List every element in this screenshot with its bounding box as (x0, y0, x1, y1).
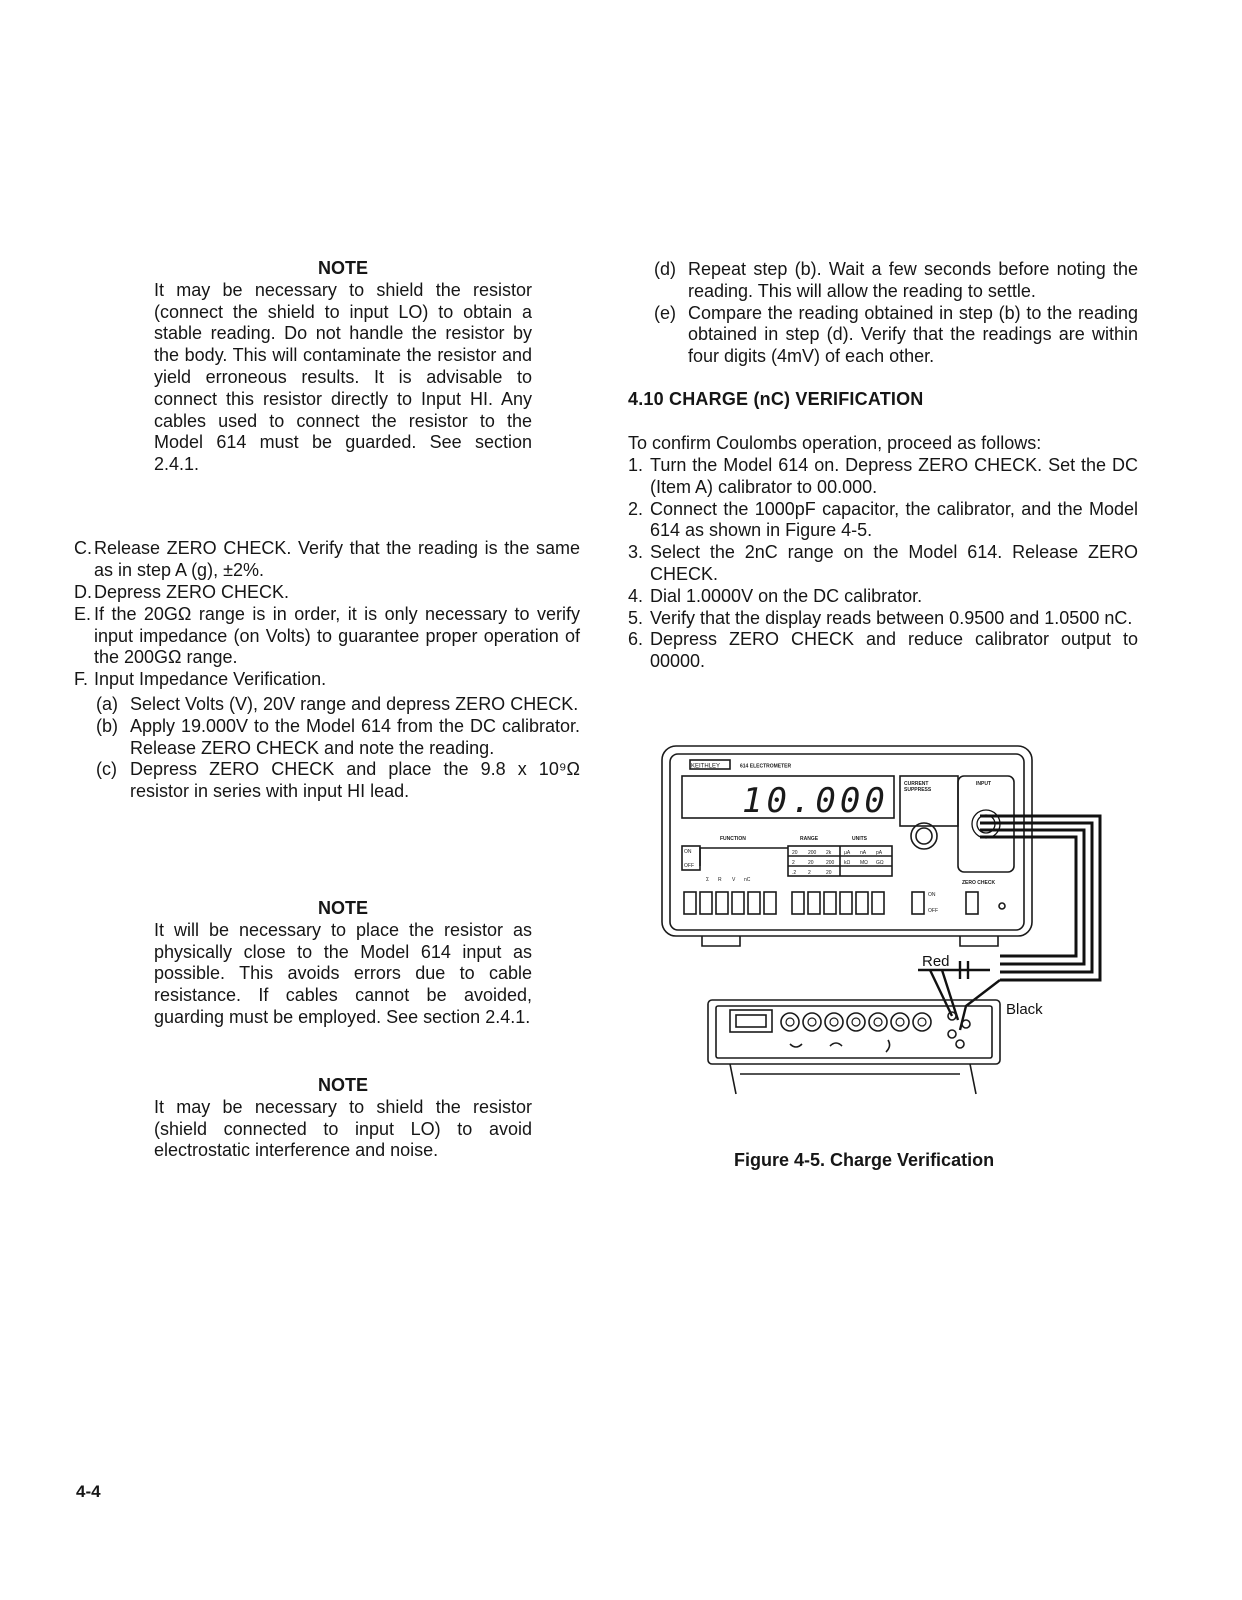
procedure-steps-left (74, 538, 580, 691)
dc-calibrator (708, 1000, 1000, 1094)
step-text: Depress ZERO CHECK and reduce calibrator output to 00000. (650, 629, 1138, 672)
red-lead-label: Red (922, 953, 950, 970)
units-value: nA (860, 850, 867, 856)
note-title: NOTE (317, 898, 368, 918)
step-label: 3. (628, 542, 644, 563)
step-label: 1. (628, 455, 644, 475)
step-d (74, 582, 580, 604)
step-label: D. (74, 582, 92, 602)
function-key: nC (744, 877, 751, 883)
model-text: 614 ELECTROMETER (740, 763, 792, 770)
range-value: 20 (808, 860, 814, 866)
substep-label: (c) (96, 759, 117, 780)
note-1 (154, 258, 532, 476)
substep-c (96, 759, 580, 803)
electrometer-display: 10.000 (742, 781, 889, 821)
step-text: Dial 1.0000V on the DC calibrator. (650, 585, 923, 606)
substep-b (96, 716, 580, 760)
range-value: 200 (826, 860, 835, 866)
substep-e (654, 303, 1138, 368)
units-value: µA (844, 850, 851, 856)
step-label: C. (74, 538, 92, 558)
black-lead-label: Black (1006, 1001, 1043, 1018)
note-body: It may be necessary to shield the resistor (shield connected to input LO) to avoid electrostatic interference and noise. (154, 1096, 532, 1161)
units-value: kΩ (844, 860, 851, 866)
step-text: Release ZERO CHECK. Verify that the reading is the same as in step A (g), ±2%. (94, 538, 580, 580)
step-text: Depress ZERO CHECK. (94, 582, 290, 602)
step-6 (628, 629, 1138, 673)
substep-text: Apply 19.000V to the Model 614 from the DC calibrator. Release ZERO CHECK and note the reading. (130, 715, 580, 758)
step-2 (628, 499, 1138, 543)
units-value: GΩ (876, 860, 884, 866)
function-key: Σ (706, 877, 710, 883)
range-value: 20 (792, 850, 798, 856)
step-label: E. (74, 603, 92, 624)
step-f (74, 669, 580, 691)
zero-check-switch[interactable] (966, 892, 978, 914)
substep-text: Compare the reading obtained in step (b) to the reading obtained in step (d). Verify that the readings are within four digits (4mV) of each other. (688, 302, 1138, 367)
triax-cable (980, 816, 1100, 980)
current-suppress-label: CURRENT (904, 781, 929, 787)
power-switch[interactable] (912, 892, 924, 914)
section-heading: 4.10 CHARGE (nC) VERIFICATION (628, 389, 924, 409)
substep-text: Depress ZERO CHECK and place the 9.8 x 10⁹Ω resistor in series with input HI lead. (130, 759, 580, 802)
front-on-label: ON (928, 892, 936, 898)
substep-label: (b) (96, 715, 118, 736)
range-label: RANGE (800, 836, 819, 842)
input-label: INPUT (976, 781, 991, 787)
current-suppress-label-2: SUPPRESS (904, 787, 932, 793)
figure-caption: Figure 4-5. Charge Verification (734, 1150, 995, 1170)
note-body: It may be necessary to shield the resistor (connect the shield to input LO) to obtain a stable reading. Do not handle the resistor by the body. This will contaminate the resistor and yield erroneous results. It is advisable to connect this resistor directly to Input HI. Any cables used to connect the resistor to the Model 614 must be guarded. See section 2.4.1. (154, 279, 532, 475)
step-label: 5. (628, 607, 644, 628)
substep-text: Select Volts (V), 20V range and depress ZERO CHECK. (130, 694, 579, 714)
step-label: 2. (628, 498, 644, 519)
charge-verification-figure (660, 744, 1112, 1104)
function-key: R (718, 877, 722, 883)
substep-a (96, 694, 580, 716)
range-value: 2k (826, 850, 832, 856)
range-value: .2 (792, 870, 797, 876)
substep-label: (a) (96, 694, 118, 714)
step-text: Verify that the display reads between 0.9500 and 1.0500 nC. (650, 607, 1133, 628)
step-e (74, 604, 580, 669)
note-3 (154, 1075, 532, 1162)
step-label: 4. (628, 585, 644, 606)
page-number: 4-4 (76, 1482, 101, 1501)
step-text: Connect the 1000pF capacitor, the calibrator, and the Model 614 as shown in Figure 4-5. (650, 498, 1138, 541)
current-suppress-knob[interactable] (911, 823, 937, 849)
units-value: MΩ (860, 860, 868, 866)
intro-text: To confirm Coulombs operation, proceed as follows: (628, 433, 1042, 453)
power-off-label: OFF (684, 863, 694, 869)
front-off-label: OFF (928, 908, 938, 914)
step-text: Turn the Model 614 on. Depress ZERO CHECK. Set the DC (Item A) calibrator to 00.000. (650, 455, 1138, 497)
step-3 (628, 542, 1138, 586)
function-key: V (732, 877, 736, 883)
note-body: It will be necessary to place the resistor as physically close to the Model 614 input as possible. This avoids errors due to cable resistance. If cables cannot be avoided, guarding must be employed. See section 2.4.1. (154, 919, 532, 1027)
electrometer-case (662, 746, 1032, 936)
note-2 (154, 898, 532, 1029)
step-text: Select the 2nC range on the Model 614. Release ZERO CHECK. (650, 542, 1138, 584)
step-4 (628, 586, 1138, 608)
brand-text: KEITHLEY (691, 763, 721, 770)
substep-label: (e) (654, 302, 676, 323)
step-label: 6. (628, 629, 644, 650)
function-label: FUNCTION (720, 836, 746, 842)
range-value: 2 (808, 870, 811, 876)
substep-label: (d) (654, 259, 676, 279)
step-c (74, 538, 580, 582)
substep-d (654, 259, 1138, 303)
step-label: F. (74, 669, 89, 690)
step-text: Input Impedance Verification. (94, 669, 327, 690)
power-on-label: ON (684, 849, 692, 855)
substeps-right (654, 259, 1138, 368)
range-value: 20 (826, 870, 832, 876)
units-label: UNITS (852, 836, 867, 842)
note-title: NOTE (317, 1075, 368, 1095)
step-text: If the 20GΩ range is in order, it is only necessary to verify input impedance (on Volts) to guarantee proper operation of the 200GΩ range. (94, 603, 580, 668)
substeps-left (96, 694, 580, 803)
range-value: 200 (808, 850, 817, 856)
range-value: 2 (792, 860, 795, 866)
zero-check-label: ZERO CHECK (962, 880, 996, 886)
procedure-steps-right (628, 455, 1138, 673)
step-1 (628, 455, 1138, 499)
note-title: NOTE (317, 258, 368, 278)
substep-text: Repeat step (b). Wait a few seconds before noting the reading. This will allow the reading to settle. (688, 259, 1138, 301)
units-value: pA (876, 850, 883, 856)
step-5 (628, 608, 1138, 630)
